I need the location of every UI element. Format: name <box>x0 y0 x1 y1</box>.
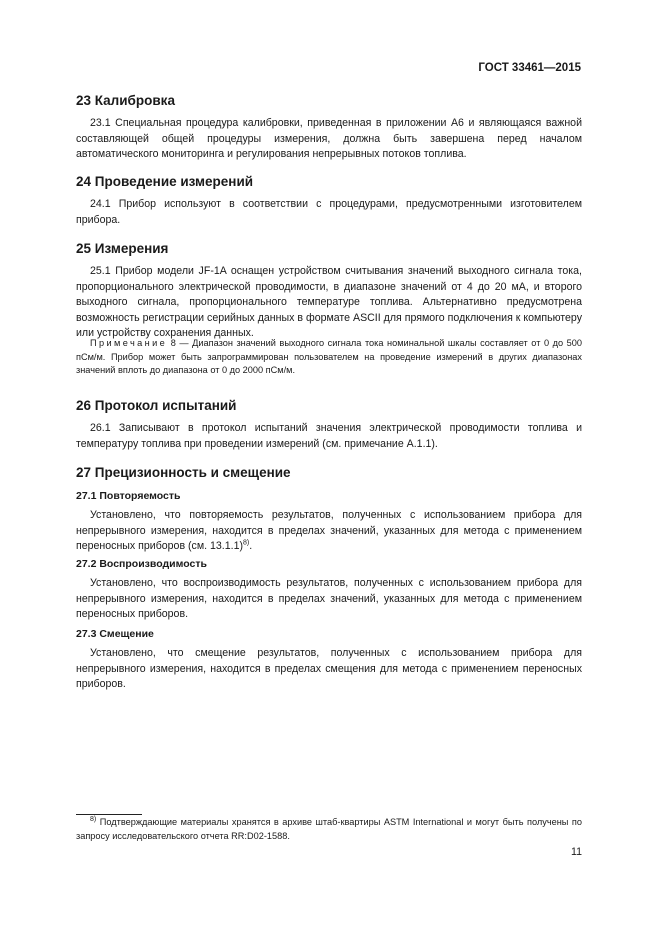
section-23-paragraph: 23.1 Специальная процедура калибровки, приведенная в приложении А6 и являющаяся важной составляющей общей процедуры измерения, должна быть завершена перед началом автоматического мониторинга и регулирования непрерывных потоков топлива. <box>76 117 582 161</box>
section-24-title: 24 Проведение измерений <box>76 174 254 189</box>
subsection-27-1-title: 27.1 Повторяемость <box>76 490 181 502</box>
subsection-27-2-paragraph: Установлено, что воспроизводимость результатов, полученных с использованием прибора для непрерывного измерения, находится в пределах значений, указанных для метода с применением переносных приборов. <box>76 577 582 621</box>
standard-number: ГОСТ 33461—2015 <box>478 62 581 74</box>
section-25-note <box>76 337 582 378</box>
footnote <box>76 816 582 843</box>
subsection-27-3-title: 27.3 Смещение <box>76 628 154 640</box>
section-25-paragraph: 25.1 Прибор модели JF-1A оснащен устройством считывания значений выходного сигнала тока, пропорционального электрической проводимости, в диапазоне значений от 4 до 20 мА, и второго выходного сигнала, пропорционального температуре топлива. Альтернативно предусмотрена возможность регистрации серийных данных в формате ASCII для прямого подключения к компьютеру или устройству сохранения данных. <box>76 265 582 340</box>
section-25-title: 25 Измерения <box>76 241 169 256</box>
section-26-paragraph: 26.1 Записывают в протокол испытаний значения электрической проводимости топлива и температуру топлива при проведении измерений (см. примечание А.1.1). <box>76 422 582 450</box>
note-text: 8 — Диапазон значений выходного сигнала тока номинальной шкалы составляет от 0 до 500 пСм/м. Прибор может быть запрограммирован пользователем на проведение измерений в других диапазонах значений вплоть до диапазона от 0 до 2000 пСм/м. <box>76 338 582 376</box>
footnote-text: Подтверждающие материалы хранятся в архиве штаб-квартиры ASTM International и могут быть получены по запросу исследовательского отчета RR:D02-1588. <box>76 817 582 841</box>
footnote-divider <box>76 814 142 815</box>
section-26-title: 26 Протокол испытаний <box>76 398 237 413</box>
footnote-marker: 8) <box>90 815 97 823</box>
note-label: Примечание <box>90 338 168 348</box>
subsection-27-1-paragraph: Установлено, что повторяемость результатов, полученных с использованием прибора для непрерывного измерения, находится в пределах значений, указанных для метода с применением переносных приборов (см. 13.1.1)$^{8)}$. <box>76 509 582 553</box>
section-27-title: 27 Прецизионность и смещение <box>76 465 291 480</box>
subsection-27-3-paragraph: Установлено, что смещение результатов, полученных с использованием прибора для непрерывного измерения, находится в пределах смещения для метода с применением переносных приборов. <box>76 647 582 691</box>
subsection-27-2-title: 27.2 Воспроизводимость <box>76 558 207 570</box>
section-23-title: 23 Калибровка <box>76 93 175 108</box>
section-24-paragraph: 24.1 Прибор используют в соответствии с процедурами, предусмотренными изготовителем прибора. <box>76 198 582 226</box>
footnote-reference: 8) <box>243 539 250 547</box>
page-number: 11 <box>571 846 582 858</box>
